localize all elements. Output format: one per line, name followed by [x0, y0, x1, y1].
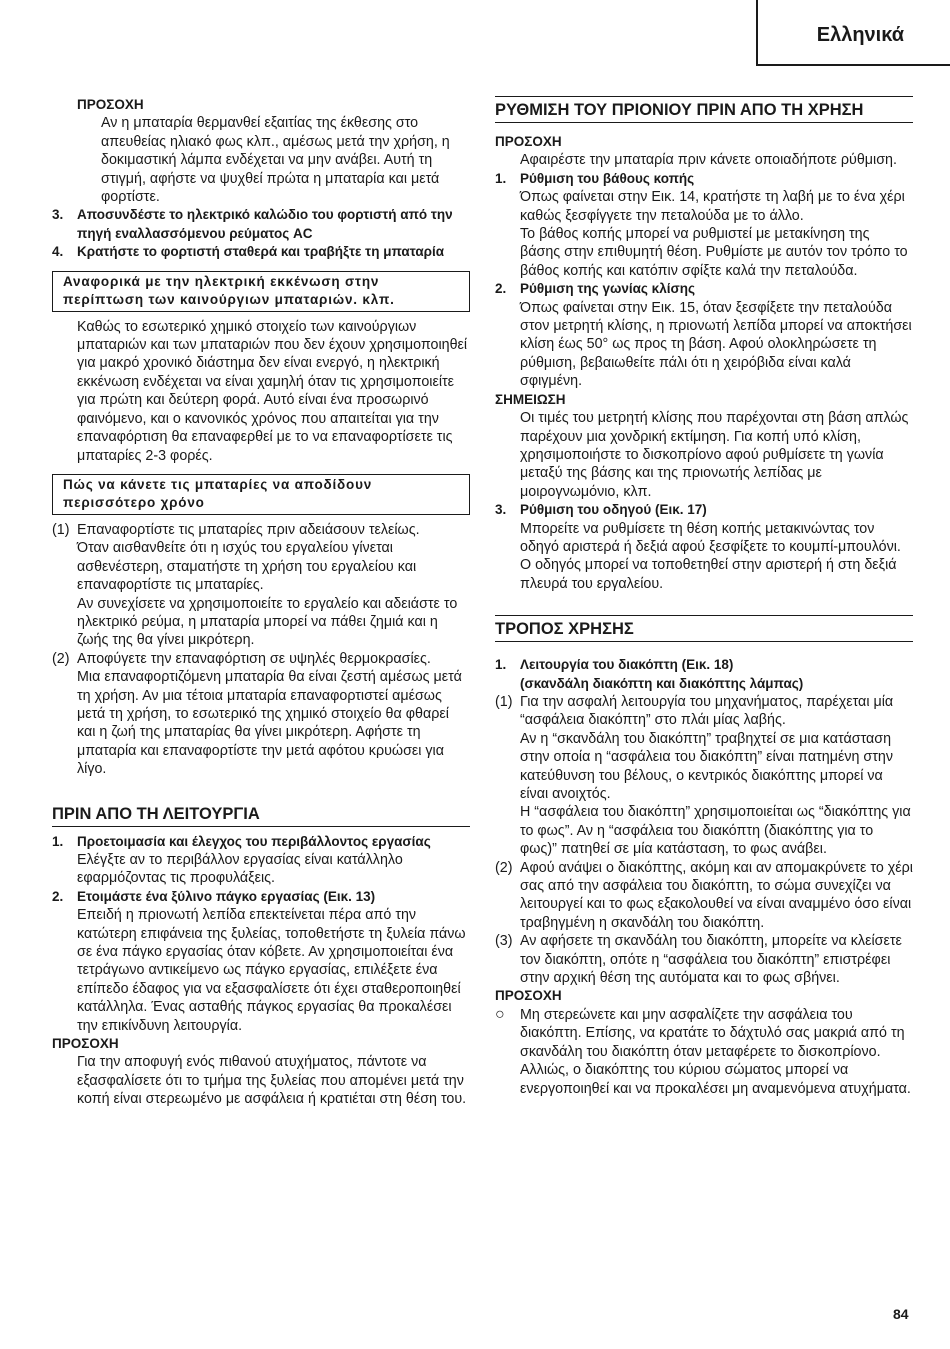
- step-number: 2.: [52, 888, 64, 904]
- usage-step-1: [495, 656, 913, 693]
- tip-text: Αποφύγετε την επαναφόρτιση σε υψηλές θερμοκρασίες.: [77, 650, 431, 667]
- item-number: (3): [495, 933, 513, 950]
- step-number: 1.: [52, 833, 64, 849]
- adjust-step-1: [495, 170, 913, 188]
- tip-text: Όταν αισθανθείτε ότι η ισχύς του εργαλείου γίνεται ασθενέστερη, σταματήστε τη χρήση του εργαλείου και επαναφορτίστε τις μπαταρίες.: [77, 540, 417, 594]
- step-title: Λειτουργία του διακόπτη (Εικ. 18): [520, 657, 734, 673]
- circle-bullet-icon: ○: [495, 1005, 505, 1023]
- language-tab: [756, 0, 950, 66]
- tip-1: [52, 521, 470, 650]
- item-text: Αν αφήσετε τη σκανδάλη του διακόπτη, μπορείτε να κλείσετε τον διακόπτη, οπότε η “ασφάλεια του διακόπτη” επιστρέφει στην αρχική θέση της αυτόματα και το φως σβήνει.: [520, 933, 902, 987]
- step-number: 1.: [495, 170, 507, 186]
- step-subtitle: (σκανδάλη διακόπτη και διακόπτης λάμπας): [520, 675, 804, 691]
- discharge-text: Καθώς το εσωτερικό χημικό στοιχείο των καινούργιων μπαταριών και των μπαταριών που δεν έχουν χρησιμοποιηθεί για μακρό χρονικό διάστημα δεν είναι ενεργό, η ηλεκτρική εκκένωση ενδέχεται να είναι χαμηλή όταν τις χρησιμοποιείτε για πρώτη και δεύτερη φορά. Αυτό είναι ένα προσωρινό φαινόμενο, και ο κανονικός χρόνος που απαιτείται για την επαναφόρτιση θα επαναφερθεί με το να επαναφορτίσετε τις μπαταρίες 2-3 φορές.: [77, 318, 468, 464]
- step-title: Ρύθμιση του βάθους κοπής: [520, 170, 695, 186]
- tip-2: [52, 650, 470, 779]
- step-title: Ετοιμάστε ένα ξύλινο πάγκο εργασίας (Εικ. 13): [77, 888, 376, 904]
- boxed-heading-discharge: Αναφορικά με την ηλεκτρική εκκένωση στην περίπτωση των καινούργιων μπαταριών. κλπ.: [52, 271, 470, 312]
- adjust-step-2: [495, 280, 913, 298]
- item-text: Αφού ανάψει ο διακόπτης, ακόμη και αν απομακρύνετε το χέρι σας από την ασφάλεια του διακόπτη, το σώμα συνεχίζει να λειτουργεί και το φως εξακολουθεί να είναι αναμμένο όσο είναι τραβηγμένη η σκανδάλη του διακόπτη.: [520, 859, 913, 931]
- step-number: 2.: [495, 281, 507, 297]
- step-text: Το βάθος κοπής μπορεί να ρυθμιστεί με μετακίνηση της βάσης στην επιθυμητή θέση. Ρυθμίστε με αυτόν τον τρόπο το βάθος κοπής και κατόπιν σφίξτε καλά την πεταλούδα.: [520, 226, 908, 279]
- item-text: Αν η “σκανδάλη του διακόπτη” τραβηχτεί σε μια κατάσταση στην οποία η “ασφάλεια του διακόπτη” είναι πατημένη στην κατεύθυνση του βέλους, ο κεντρικός διακόπτης μπορεί να είναι ανοιχτός.: [520, 730, 893, 802]
- step-title: Ρύθμιση του οδηγού (Εικ. 17): [520, 502, 707, 518]
- step-title: Ρύθμιση της γωνίας κλίσης: [520, 281, 695, 297]
- step-number: 3.: [52, 207, 64, 223]
- step-title: Κρατήστε το φορτιστή σταθερά και τραβήξτε τη μπαταρία: [77, 244, 445, 260]
- caution-heading: ΠΡΟΣΟΧΗ: [52, 1036, 119, 1052]
- caution-bullet-item: [495, 1006, 913, 1098]
- boxed-heading-battery-life: Πώς να κάνετε τις μπαταρίες να αποδίδουν περισσότερο χρόνο: [52, 474, 470, 515]
- step-number: 4.: [52, 244, 64, 260]
- item-number: (1): [495, 693, 513, 710]
- adjust-step-3: [495, 501, 913, 519]
- note-text: Οι τιμές του μετρητή κλίσης που παρέχονται στη βάση απλώς παρέχουν μια χονδρική εκτίμηση. Για κοπή υπό κλίση, χρησιμοποιήστε το δισκοπρίονο αφού ρυθμίσετε τη γωνία μεταξύ της βάσης και της πριονωτής λεπίδας με μοιρογνωμόνιο, κλπ.: [520, 410, 909, 500]
- language-label: Ελληνικά: [816, 24, 904, 46]
- section-heading-before-operation: ΠΡΙΝ ΑΠΟ ΤΗ ΛΕΙΤΟΥΡΓΙΑ: [52, 801, 470, 827]
- item-text: Η “ασφάλεια του διακόπτη” χρησιμοποιείται ως “διακόπτης για το φως”. Αν η “ασφάλεια του διακόπτη (διακόπτης για το φως)” πατηθεί σε μία κατάσταση, το φως ανάβει.: [520, 804, 911, 858]
- tip-text: Επαναφορτίστε τις μπαταρίες πριν αδειάσουν τελείως.: [77, 521, 420, 538]
- section-heading-usage: ΤΡΟΠΟΣ ΧΡΗΣΗΣ: [495, 615, 913, 642]
- step-number: 3.: [495, 502, 507, 518]
- step-1: [52, 833, 470, 851]
- right-column: [495, 96, 913, 1098]
- caution-heading: ΠΡΟΣΟΧΗ: [77, 97, 144, 112]
- tip-text: Μια επαναφορτιζόμενη μπαταρία θα είναι ζεστή αμέσως μετά τη χρήση. Αν μια τέτοια μπαταρία επαναφορτιστεί αμέσως μετά τη χρήση, το εσωτερικό της χημικό στοιχείο θα φθαρεί και η ζωή της μπαταρίας θα γίνει μικρότερη. Αφήστε τη μπαταρία και επαναφορτίστε την μετά αφότου κρυώσει για λίγο.: [77, 669, 462, 778]
- tip-text: Αν συνεχίσετε να χρησιμοποιείτε το εργαλείο και αδειάστε το ηλεκτρικό ρεύμα, η μπαταρία μπορεί να πάθει ζημιά και η ζωής της θα γίνει μικρότερη.: [77, 595, 458, 649]
- step-text: Όπως φαίνεται στην Εικ. 15, όταν ξεσφίξετε την πεταλούδα στον μετρητή κλίσης, η πριονωτή λεπίδα μπορεί να αποκτήσει κλίση έως 50° ως προς τη βάση. Αφού ολοκληρώσετε τη ρύθμιση, βεβαιωθείτε πάλι ότι η χειρόβιδα είναι καλά σφιγμένη.: [520, 299, 912, 390]
- left-column: [52, 96, 470, 1109]
- caution-heading: ΠΡΟΣΟΧΗ: [495, 134, 562, 149]
- switch-item-3: [495, 932, 913, 987]
- step-2: [52, 888, 470, 906]
- step-title: Προετοιμασία και έλεγχος του περιβάλλοντος εργασίας: [77, 833, 431, 849]
- item-number: (2): [495, 859, 513, 876]
- note-heading: ΣΗΜΕΙΩΣΗ: [495, 391, 566, 407]
- step-text: Επειδή η πριονωτή λεπίδα επεκτείνεται πέρα από την κατώτερη επιφάνεια της ξυλείας, τοποθετήστε τη ξυλεία πάνω σε ένα πάγκο εργασίας όταν κόβετε. Αν χρησιμοποιείται ένα τετράγωνο αντικείμενο ως πάγκο εργασίας, επιλέξετε ένα επίπεδο έδαφος για να εξασφαλίσετε ότι έχει σταθεροποιηθεί κατάλληλα. Ένας ασταθής πάγκος εργασίας θα προκαλέσει την επικίνδυνη λειτουργία.: [77, 907, 466, 1034]
- caution-heading: ΠΡΟΣΟΧΗ: [495, 988, 562, 1004]
- step-text: Μπορείτε να ρυθμίσετε τη θέση κοπής μετακινώντας τον οδηγό αριστερά ή δεξιά αφού ξεσφίξετε το κουμπί-μπουλόνι. Ο οδηγός μπορεί να τοποθετηθεί στην αριστερή ή στη δεξιά πλευρά του εργαλείου.: [520, 520, 901, 592]
- tip-number: (2): [52, 650, 70, 667]
- caution-text: Για την αποφυγή ενός πιθανού ατυχήματος, πάντοτε να εξασφαλίσετε ότι το τμήμα της ξυλείας που απομένει μετά την κοπή είναι στερεωμένο με ασφάλεια ή κρατιέται στη θέση του.: [77, 1054, 467, 1108]
- item-text: Για την ασφαλή λειτουργία του μηχανήματος, παρέχεται μία “ασφάλεια διακόπτη” στο πλάι μίας λαβής.: [520, 693, 894, 729]
- tip-number: (1): [52, 521, 70, 538]
- step-title: Αποσυνδέστε το ηλεκτρικό καλώδιο του φορτιστή από την πηγή εναλλασσόμενου ρεύματος AC: [77, 207, 453, 241]
- section-heading-adjustment: ΡΥΘΜΙΣΗ ΤΟΥ ΠΡΙΟΝΙΟΥ ΠΡΙΝ ΑΠΟ ΤΗ ΧΡΗΣΗ: [495, 96, 913, 123]
- page-number: 84: [893, 1306, 909, 1322]
- step-text: Όπως φαίνεται στην Εικ. 14, κρατήστε τη λαβή με το ένα χέρι καθώς ξεσφίγγετε την πεταλούδα με το άλλο.: [520, 189, 905, 224]
- switch-item-2: [495, 859, 913, 933]
- caution-text: Αν η μπαταρία θερμανθεί εξαιτίας της έκθεσης στο απευθείας ηλιακό φως κλπ., αμέσως μετά την χρήση, η δοκιμαστική λάμπα ενδέχεται να μην ανάβει. Αυτή τη στιγμή, αφήστε να ψυχθεί πρώτα η μπαταρία και μετά φορτίστε.: [101, 115, 450, 206]
- step-text: Ελέγξτε αν το περιβάλλον εργασίας είναι κατάλληλο εφαρμόζοντας τις προφυλάξεις.: [77, 852, 403, 887]
- caution-text: Μη στερεώνετε και μην ασφαλίζετε την ασφάλεια του διακόπτη. Επίσης, να κρατάτε το δάχτυλό σας μακριά από τη σκανδάλη του διακόπτη όταν μεταφέρετε το δισκοπρίονο. Αλλιώς, ο διακόπτης του κύριου σώματος μπορεί να ενεργοποιηθεί και να προκαλέσει μη αναμενόμενα ατυχήματα.: [520, 1006, 911, 1097]
- step-number: 1.: [495, 657, 507, 673]
- step-3: [52, 206, 470, 243]
- switch-item-1: [495, 693, 913, 859]
- caution-text: Αφαιρέστε την μπαταρία πριν κάνετε οποιαδήποτε ρύθμιση.: [520, 152, 897, 169]
- step-4: [52, 243, 470, 261]
